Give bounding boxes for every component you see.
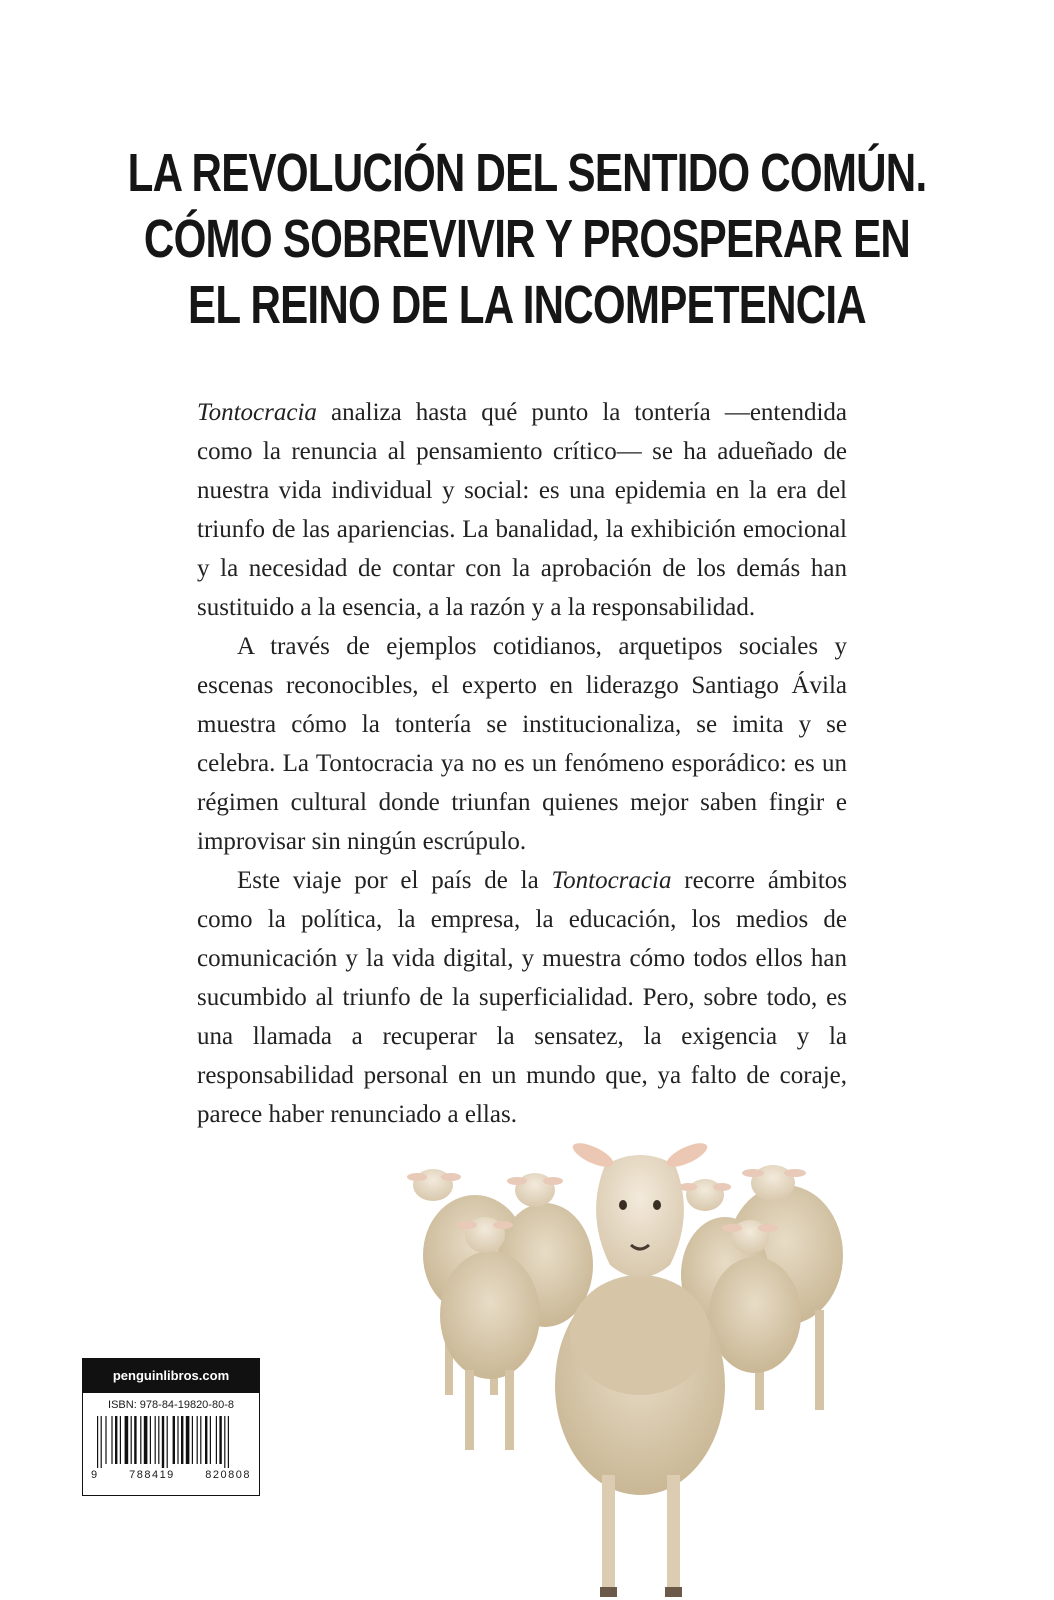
- blurb-paragraph-3: [197, 861, 847, 1134]
- barcode-bar: [101, 1416, 102, 1468]
- book-title-italic: Tontocracia: [551, 867, 672, 894]
- headline-line-2: CÓMO SOBREVIVIR Y PROSPERAR EN: [143, 209, 911, 269]
- isbn-barcode-box: [82, 1358, 260, 1496]
- barcode-bars: [93, 1416, 249, 1468]
- barcode-bar: [120, 1416, 121, 1464]
- blurb-paragraph-3-end: recorre ámbitos como la política, la empresa, la educación, los medios de comunicación y la vida digital, y muestra cómo todos ellos han sucumbido al triunfo de la superficialidad. Pero, sobre todo, es una llamada a recuperar la sensatez, la exigencia y la responsabilidad personal en un mundo que, ya falto de coraje, parece haber renunciado a ellas.: [197, 867, 847, 1128]
- barcode-bar: [197, 1416, 198, 1464]
- barcode-bar: [162, 1416, 164, 1468]
- back-cover-headline: [116, 140, 938, 338]
- barcode-bar: [177, 1416, 178, 1464]
- blurb-paragraph-1-text: analiza hasta qué punto la tontería —entendida como la renuncia al pensamiento crítico— se ha adueñado de nuestra vida individual y social: es una epidemia en la era del triunfo de las apariencias. La banalidad, la exhibición emocional y la necesidad de contar con la aprobación de los demás han sustituido a la esencia, a la razón y a la responsabilidad.: [197, 399, 847, 621]
- barcode-bar: [105, 1416, 106, 1464]
- barcode-bar: [97, 1416, 98, 1468]
- barcode-bar: [192, 1416, 193, 1464]
- barcode-digits: [83, 1469, 259, 1481]
- headline-line-1: LA REVOLUCIÓN DEL SENTIDO COMÚN.: [127, 143, 927, 203]
- barcode-bar: [140, 1416, 141, 1464]
- barcode-bar: [173, 1416, 175, 1464]
- blurb-paragraph-1: [197, 393, 847, 627]
- book-blurb: [197, 393, 847, 1134]
- barcode-bar: [181, 1416, 183, 1464]
- barcode-digit-group-1: 788419: [129, 1469, 175, 1481]
- headline-line-3: EL REINO DE LA INCOMPETENCIA: [188, 275, 866, 335]
- blurb-paragraph-3-start: Este viaje por el país de la: [237, 867, 552, 894]
- barcode-bar: [155, 1416, 156, 1464]
- isbn-label: ISBN: 978-84-19820-80-8: [108, 1399, 234, 1411]
- barcode-bar: [131, 1416, 132, 1464]
- barcode-bar: [219, 1416, 221, 1464]
- barcode-bar: [150, 1416, 151, 1464]
- barcode-bar: [167, 1416, 168, 1468]
- publisher-website: penguinlibros.com: [83, 1359, 259, 1393]
- book-title-italic: Tontocracia: [197, 399, 317, 426]
- barcode-bar: [228, 1416, 229, 1468]
- barcode-digit-group-2: 820808: [205, 1469, 251, 1481]
- blurb-paragraph-2: A través de ejemplos cotidianos, arquetipos sociales y escenas reconocibles, el experto en liderazgo Santiago Ávila muestra cómo la tontería se institucionaliza, se imita y se celebra. La Tontocracia ya no es un fenómeno esporádico: es un régimen cultural donde triunfan quienes mejor saben fingir e improvisar sin ningún escrúpulo.: [197, 633, 847, 855]
- barcode-bar: [200, 1416, 201, 1464]
- barcode-bar: [224, 1416, 225, 1468]
- barcode-bar: [144, 1416, 148, 1464]
- barcode-bar: [125, 1416, 129, 1464]
- barcode-bar: [186, 1416, 190, 1464]
- barcode-bar: [205, 1416, 207, 1464]
- barcode-bar: [115, 1416, 117, 1464]
- barcode-bar: [216, 1416, 217, 1464]
- barcode-bar: [134, 1416, 136, 1464]
- barcode-bar: [111, 1416, 112, 1464]
- barcode-bar: [210, 1416, 211, 1464]
- flock-of-sheep-illustration: [395, 1125, 865, 1600]
- barcode-digit-lead: 9: [91, 1469, 99, 1481]
- barcode-bar: [158, 1416, 159, 1464]
